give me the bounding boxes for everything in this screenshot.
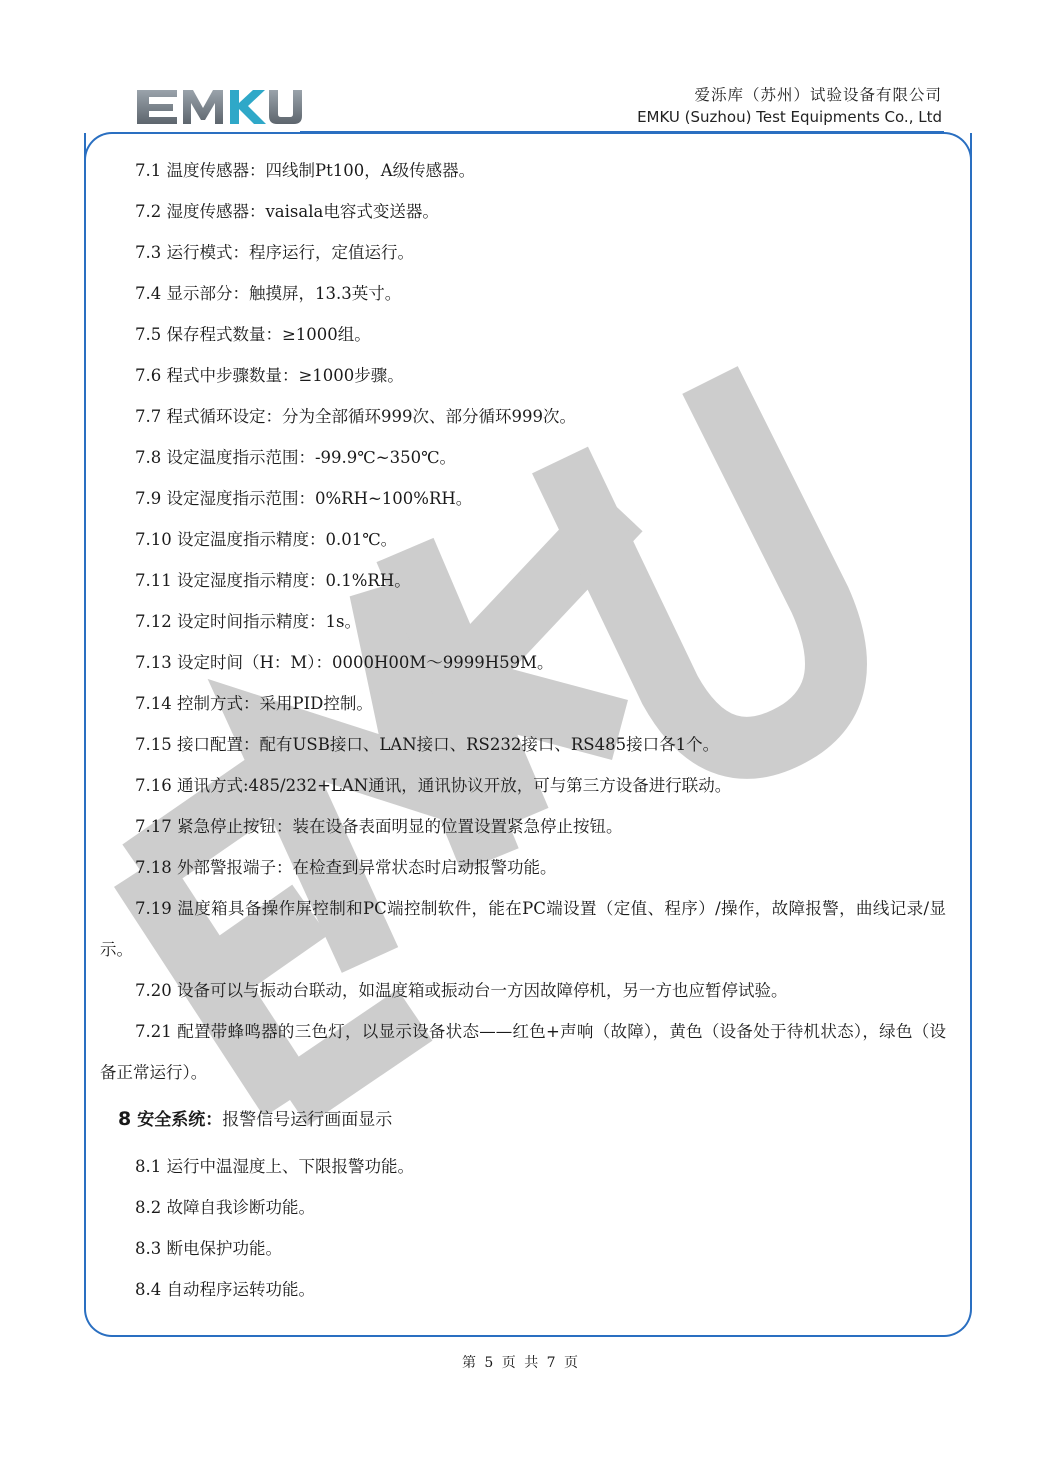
list-item: 7.12 设定时间指示精度：1s。	[135, 612, 361, 631]
section-8-title: 安全系统：	[137, 1110, 223, 1130]
paragraph-7-20: 7.20 设备可以与振动台联动，如温度箱或振动台一方因故障停机，另一方也应暂停试验。	[135, 981, 788, 1000]
emku-logo	[137, 86, 302, 128]
list-item: 7.16 通讯方式:485/232+LAN通讯，通讯协议开放，可与第三方设备进行联动。	[135, 776, 732, 795]
list-item: 7.13 设定时间（H：M）：0000H00M～9999H59M。	[135, 653, 554, 672]
list-item: 7.8 设定温度指示范围：-99.9℃~350℃。	[135, 448, 457, 467]
list-item: 7.1 温度传感器：四线制Pt100，A级传感器。	[135, 161, 476, 180]
list-item: 7.17 紧急停止按钮：装在设备表面明显的位置设置紧急停止按钮。	[135, 817, 623, 836]
paragraph-7-19: 7.19 温度箱具备操作屏控制和PC端控制软件，能在PC端设置（定值、程序）/操作，故障报警，曲线记录/显示。	[100, 899, 946, 959]
list-item: 7.4 显示部分：触摸屏，13.3英寸。	[135, 284, 402, 303]
list-item: 8.2 故障自我诊断功能。	[135, 1198, 315, 1217]
section-8-subtitle: 报警信号运行画面显示	[222, 1110, 393, 1130]
list-item: 7.14 控制方式：采用PID控制。	[135, 694, 373, 713]
document-body	[100, 150, 946, 1310]
section-8-heading	[100, 1093, 946, 1146]
list-item: 8.3 断电保护功能。	[135, 1239, 282, 1258]
company-name-cn: 爱泺库（苏州）试验设备有限公司	[694, 86, 942, 104]
list-item: 7.3 运行模式：程序运行，定值运行。	[135, 243, 414, 262]
list-item: 7.9 设定湿度指示范围：0%RH~100%RH。	[135, 489, 473, 508]
section-8-items	[100, 1146, 946, 1310]
list-item: 7.7 程式循环设定：分为全部循环999次、部分循环999次。	[135, 407, 576, 426]
list-item: 7.6 程式中步骤数量：≥1000步骤。	[135, 366, 404, 385]
list-item: 8.4 自动程序运转功能。	[135, 1280, 315, 1299]
list-item: 8.1 运行中温湿度上、下限报警功能。	[135, 1157, 414, 1176]
page-footer: 第 5 页 共 7 页	[461, 1355, 581, 1371]
list-item: 7.2 湿度传感器：vaisala电容式变送器。	[135, 202, 439, 221]
list-item: 7.5 保存程式数量：≥1000组。	[135, 325, 371, 344]
list-item: 7.11 设定湿度指示精度：0.1%RH。	[135, 571, 411, 590]
list-item: 7.15 接口配置：配有USB接口、LAN接口、RS232接口、RS485接口各1个。	[135, 735, 720, 754]
list-item: 7.10 设定温度指示精度：0.01℃。	[135, 530, 398, 549]
section-7-items	[100, 150, 946, 888]
paragraph-7-21: 7.21 配置带蜂鸣器的三色灯，以显示设备状态——红色+声响（故障），黄色（设备处于待机状态），绿色（设备正常运行）。	[100, 1022, 946, 1082]
company-header	[637, 84, 942, 128]
company-name-en: EMKU (Suzhou) Test Equipments Co., Ltd	[637, 108, 942, 126]
section-8-number: 8	[118, 1108, 132, 1130]
list-item: 7.18 外部警报端子：在检查到异常状态时启动报警功能。	[135, 858, 557, 877]
